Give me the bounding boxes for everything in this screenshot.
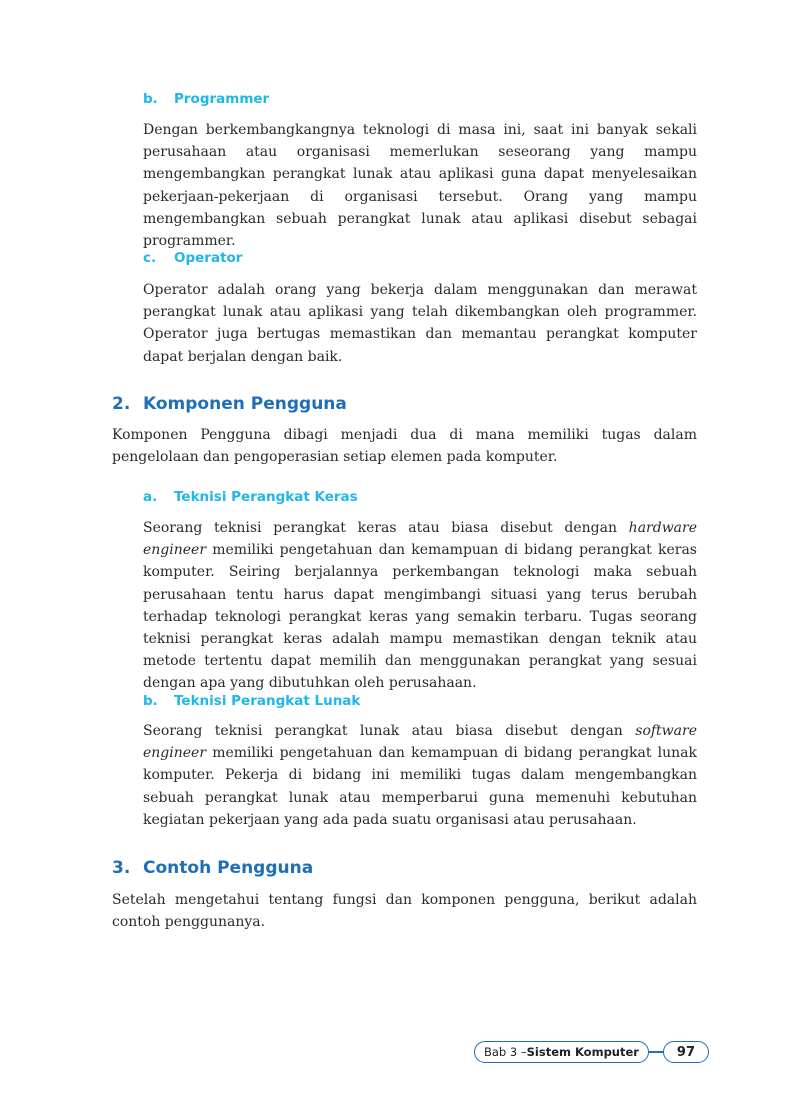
section-heading-contoh-pengguna xyxy=(112,858,313,878)
paragraph-text: memiliki pengetahuan dan kemampuan di bidang perangkat lunak komputer. Pekerja di bidang ini memiliki tugas dalam mengembangkan sebuah perangkat lunak atau memperbarui guna memenuhi kebutuhan kegiatan pekerjaan yang ada pada suatu organisasi atau perusahaan. xyxy=(143,745,697,828)
paragraph-text: Seorang teknisi perangkat keras atau biasa disebut dengan xyxy=(143,520,629,536)
subheading-title: Teknisi Perangkat Lunak xyxy=(174,693,361,709)
subheading-letter: b. xyxy=(143,91,158,107)
paragraph-text: memiliki pengetahuan dan kemampuan di bidang perangkat keras komputer. Seiring berjalannya perkembangan teknologi maka sebuah perusahaan tentu harus dapat mengimbangi situasi yang terus berubah terhadap teknologi perangkat keras yang semakin terbaru. Tugas seorang teknisi perangkat keras adalah mampu memastikan dengan teknik atau metode tertentu dapat memilih dan menggunakan perangkat yang sesuai dengan apa yang dibutuhkan oleh perusahaan. xyxy=(143,542,697,692)
section-heading-komponen-pengguna xyxy=(112,394,347,414)
subheading-hardware-technician xyxy=(143,489,358,505)
subheading-title: Teknisi Perangkat Keras xyxy=(174,489,358,505)
section-title: Contoh Pengguna xyxy=(143,858,314,878)
section3-intro-paragraph: Setelah mengetahui tentang fungsi dan komponen pengguna, berikut adalah contoh penggunanya. xyxy=(112,892,697,931)
subheading-software-technician xyxy=(143,693,360,709)
page-number: 97 xyxy=(663,1041,709,1063)
subheading-title: Operator xyxy=(174,250,243,266)
subheading-letter: c. xyxy=(143,250,157,266)
page-footer xyxy=(474,1041,709,1063)
italic-term: hardware engineer xyxy=(143,520,697,559)
section-title: Komponen Pengguna xyxy=(143,394,347,414)
subheading-operator xyxy=(143,250,242,266)
subheading-title: Programmer xyxy=(174,91,270,107)
footer-connector-line xyxy=(649,1051,663,1053)
paragraph-text: Seorang teknisi perangkat lunak atau biasa disebut dengan xyxy=(143,723,636,739)
chapter-prefix: Bab 3 – xyxy=(484,1045,527,1059)
section-number: 2. xyxy=(112,394,131,414)
programmer-paragraph: Dengan berkembangkangnya teknologi di masa ini, saat ini banyak sekali perusahaan atau organisasi memerlukan seseorang yang mampu mengembangkan perangkat lunak atau aplikasi guna dapat menyelesaikan pekerjaan-pekerjaan di organisasi tersebut. Orang yang mampu mengembangkan sebuah perangkat lunak atau aplikasi disebut sebagai programmer. xyxy=(143,122,697,250)
chapter-label xyxy=(474,1041,649,1063)
section-number: 3. xyxy=(112,858,131,878)
subheading-letter: b. xyxy=(143,693,158,709)
hardware-paragraph xyxy=(143,517,697,695)
section2-intro-paragraph: Komponen Pengguna dibagi menjadi dua di mana memiliki tugas dalam pengelolaan dan pengoperasian setiap elemen pada komputer. xyxy=(112,427,697,466)
italic-term: software engineer xyxy=(143,723,697,762)
subheading-programmer xyxy=(143,91,269,107)
software-paragraph xyxy=(143,720,697,831)
subheading-letter: a. xyxy=(143,489,158,505)
chapter-title: Sistem Komputer xyxy=(526,1045,639,1059)
operator-paragraph: Operator adalah orang yang bekerja dalam menggunakan dan merawat perangkat lunak atau aplikasi yang telah dikembangkan oleh programmer. Operator juga bertugas memastikan dan memantau perangkat komputer dapat berjalan dengan baik. xyxy=(143,282,697,365)
